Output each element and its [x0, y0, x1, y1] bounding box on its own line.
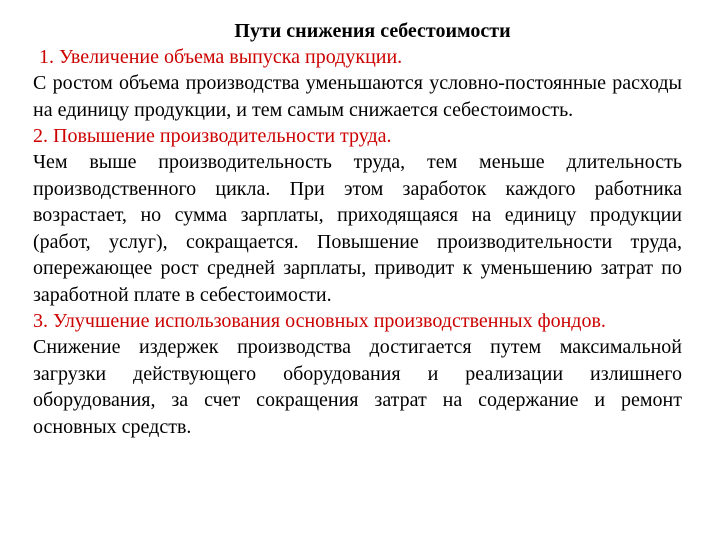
section-body-1: С ростом объема производства уменьшаются условно-постоянные расходы на единицу продукции, и тем самым снижается себестоимость.: [33, 72, 682, 121]
section-heading-3: 3. Улучшение использования основных производственных фондов.: [33, 310, 606, 332]
section-heading-1: 1. Увеличение объема выпуска продукции.: [39, 46, 403, 68]
slide-title: Пути снижения себестоимости: [234, 20, 511, 42]
section-body-3: Снижение издержек производства достигается путем максимальной загрузки действующего оборудования и реализации излишнего оборудования, за счет сокращения затрат на содержание и ремонт основных средств.: [33, 336, 682, 438]
section-body-2: Чем выше производительность труда, тем меньше длительность производственного цикла. При этом заработок каждого работника возрастает, но сумма зарплаты, приходящаяся на единицу продукции (работ, услуг), сокращается. Повышение производительности труда, опережающее рост средней зарплаты, приводит к уменьшению затрат по заработной плате в себестоимости.: [33, 151, 682, 306]
section-heading-2: 2. Повышение производительности труда.: [33, 125, 392, 147]
